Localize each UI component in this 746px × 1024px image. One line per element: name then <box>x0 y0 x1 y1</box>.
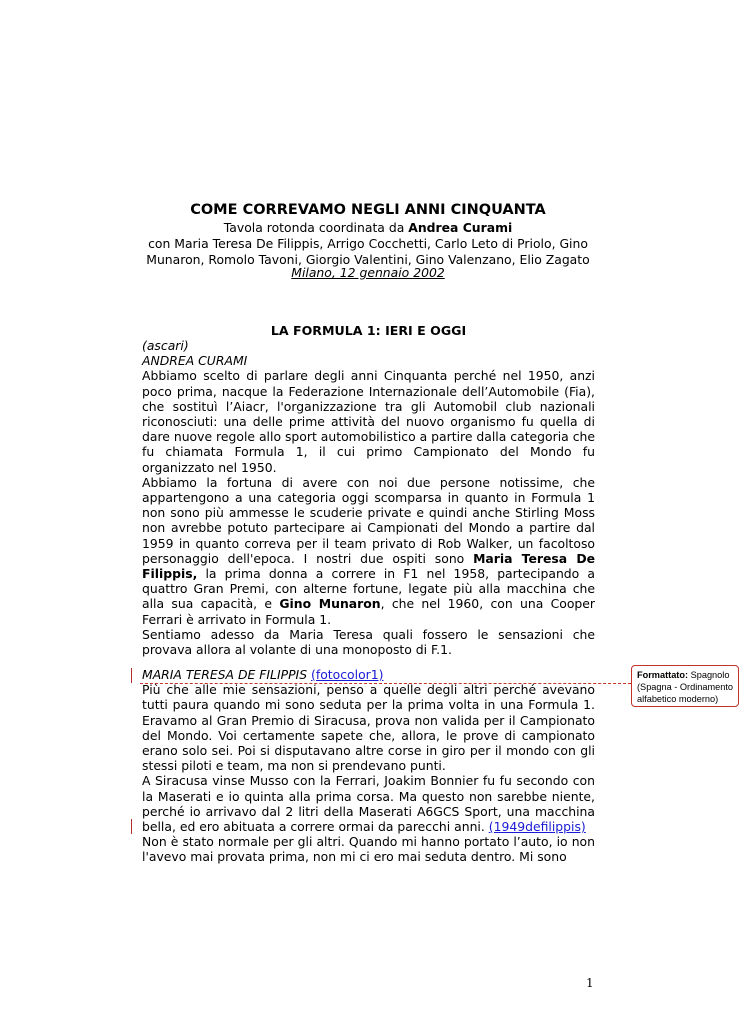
participants-line: con Maria Teresa De Filippis, Arrigo Cocchetti, Carlo Leto di Priolo, Gino Munaron, Romolo Tavoni, Giorgio Valentini, Gino Valenzano, Elio Zagato <box>146 236 590 267</box>
coordinator-name: Andrea Curami <box>408 220 513 235</box>
link-1949defilippis[interactable]: (1949defilippis) <box>488 819 586 835</box>
paragraph-6: Non è stato normale per gli altri. Quando mi hanno portato l’auto, io non l'avevo mai provata prima, non mi ci ero mai seduta dentro. Mi sono <box>142 834 595 865</box>
place-date <box>130 265 606 281</box>
comment-label: Formattato: <box>637 670 689 680</box>
document-title: COME CORREVAMO NEGLI ANNI CINQUANTA <box>190 202 546 218</box>
section-body-2 <box>142 667 595 865</box>
section-body <box>142 338 595 657</box>
speaker-curami: ANDREA CURAMI <box>142 353 248 369</box>
change-bar <box>131 819 132 834</box>
place-date-text: Milano, 12 gennaio 2002 <box>291 265 445 280</box>
name-de-filippis: Maria Teresa De Filippis, <box>142 550 596 582</box>
coordinator-line <box>130 220 606 236</box>
paragraph-3: Sentiamo adesso da Maria Teresa quali fossero le sensazioni che provava allora al volante di una monoposto di F.1. <box>142 626 595 658</box>
name-munaron: Gino Munaron <box>279 596 381 612</box>
link-fotocolor1[interactable]: (fotocolor1) <box>311 667 384 682</box>
page-number: 1 <box>586 976 594 990</box>
section-heading: LA FORMULA 1: IERI E OGGI <box>270 323 467 338</box>
paragraph-1: Abbiamo scelto di parlare degli anni Cinquanta perché nel 1950, anzi poco prima, nacque la Federazione Internazionale dell’Automobile (Fia), che sostituì l’Aiacr, l'organizzazione tra gli Automobil club nazionali riconosciuti: una delle prime attività del nuovo organismo fu quella di dare nuove regole allo sport automobilistico a partire dalla categoria che fu chiamata Formula 1, il cui primo Campionato del Mondo fu organizzato nel 1950. <box>142 368 595 475</box>
comment-connector <box>140 683 631 684</box>
paragraph-5: A Siracusa vinse Musso con la Ferrari, Joakim Bonnier fu fu secondo con la Maserati e io quinta alla prima corsa. Ma questo non sarebbe niente, perché io arrivavo dal 2 litri della Maserati A6GCS Sport, una macchina bella, ed ero abituata a correre ormai da parecchi anni. (1949defilippis) <box>142 773 595 835</box>
change-bar <box>131 668 132 683</box>
speaker-de-filippis: MARIA TERESA DE FILIPPIS (fotocolor1) <box>142 667 384 682</box>
paragraph-2: Abbiamo la fortuna di avere con noi due persone notissime, che appartengono a una categoria oggi scomparsa in quanto in Formula 1 non sono più ammesse le scuderie private e quindi anche Stirling Moss non avrebbe potuto partecipare ai Campionati del Mondo a partire dal 1959 in quanto correva per il team privato di Rob Walker, un facoltoso personaggio dell'epoca. I nostri due ospiti sono Maria Teresa De Filippis, la prima donna a correre in F1 nel 1958, partecipando a quattro Gran Premi, con alterne fortune, legate più alla macchina che alla sua capacità, e Gino Munaron, che nel 1960, con una Cooper Ferrari è arrivato in Formula 1. <box>142 474 596 627</box>
formatting-comment-balloon[interactable] <box>631 665 739 707</box>
paragraph-4: Più che alle mie sensazioni, penso a quelle degli altri perché avevano tutti paura quando mi sono seduta per la prima volta in una Formula 1. Eravamo al Gran Premio di Siracusa, prova non valida per il Campionato del Mondo. Voi certamente sapete che, allora, le prove di campionato erano solo sei. Poi si disputavano altre corse in giro per il mondo con gli stessi piloti e team, ma non si prendevano punti. <box>142 682 595 774</box>
coordinator-prefix: Tavola rotonda coordinata da <box>223 220 409 235</box>
comment-text: Spagnolo (Spagna - Ordinamento alfabetico moderno) <box>637 670 734 704</box>
note-ascari: (ascari) <box>142 338 189 353</box>
